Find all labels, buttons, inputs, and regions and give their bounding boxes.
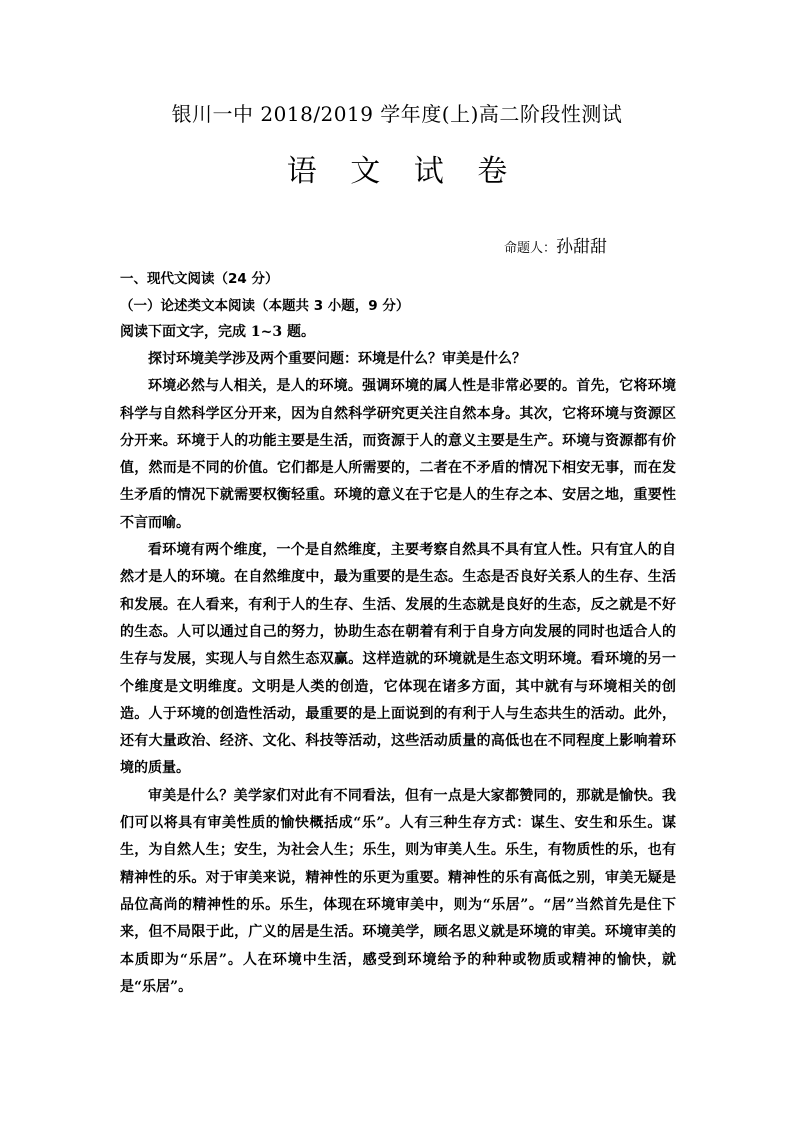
reading-instruction: 阅读下面文字，完成 1~3 题。 (120, 324, 315, 340)
passage-paragraph-4: 审美是什么？美学家们对此有不同看法，但有一点是大家都赞同的，那就是愉快。我们可以将具有审美性质的愉快概括成“乐”。人有三种生存方式：谋生、安生和乐生。谋生，为自然人生；安生，为社会人生；乐生，则为审美人生。乐生，有物质性的乐，也有精神性的乐。对于审美来说，精神性的乐更为重要。精神性的乐有高低之别，审美无疑是品位高尚的精神性的乐。乐生，体现在环境审美中，则为“乐居”。“居”当然首先是住下来，但不局限于此，广义的居是生活。环境美学，顾名思义就是环境的审美。环境审美的本质即为“乐居”。人在环境中生活，感受到环境给予的种种或物质或精神的愉快，就是“乐居”。 (120, 787, 676, 995)
section-heading: 一、现代文阅读（24 分） (120, 271, 279, 287)
author-name: 孙甜甜 (556, 237, 608, 257)
passage-paragraph-2: 环境必然与人相关，是人的环境。强调环境的属人性是非常必要的。首先，它将环境科学与自然科学区分开来，因为自然科学研究更关注自然本身。其次，它将环境与资源区分开来。环境于人的功能主要是生活，而资源于人的意义主要是生产。环境与资源都有价值，然而是不同的价值。它们都是人所需要的，二者在不矛盾的情况下相安无事，而在发生矛盾的情况下就需要权衡轻重。环境的意义在于它是人的生存之本、安居之地，重要性不言而喻。 (120, 378, 676, 531)
passage-paragraph-1: 探讨环境美学涉及两个重要问题：环境是什么？审美是什么？ (148, 351, 526, 367)
author-line (504, 232, 607, 257)
author-label: 命题人： (504, 241, 557, 256)
reading-passage (120, 346, 676, 1001)
school-title: 银川一中 2018/2019 学年度(上)高二阶段性测试 (171, 102, 623, 126)
section-subheading: （一）论述类文本阅读（本题共 3 小题，9 分） (120, 298, 410, 314)
passage-paragraph-3: 看环境有两个维度，一个是自然维度，主要考察自然具不具有宜人性。只有宜人的自然才是人的环境。在自然维度中，最为重要的是生态。生态是否良好关系人的生存、生活和发展。在人看来，有利于人的生存、生活、发展的生态就是良好的生态，反之就是不好的生态。人可以通过自己的努力，协助生态在朝着有利于自身方向发展的同时也适合人的生存与发展，实现人与自然生态双赢。这样造就的环境就是生态文明环境。看环境的另一个维度是文明维度。文明是人类的创造，它体现在诸多方面，其中就有与环境相关的创造。人于环境的创造性活动，最重要的是上面说到的有利于人与生态共生的活动。此外，还有大量政治、经济、文化、科技等活动，这些活动质量的高低也在不同程度上影响着环境的质量。 (120, 542, 676, 777)
exam-title: 语 文 试 卷 (286, 154, 520, 189)
